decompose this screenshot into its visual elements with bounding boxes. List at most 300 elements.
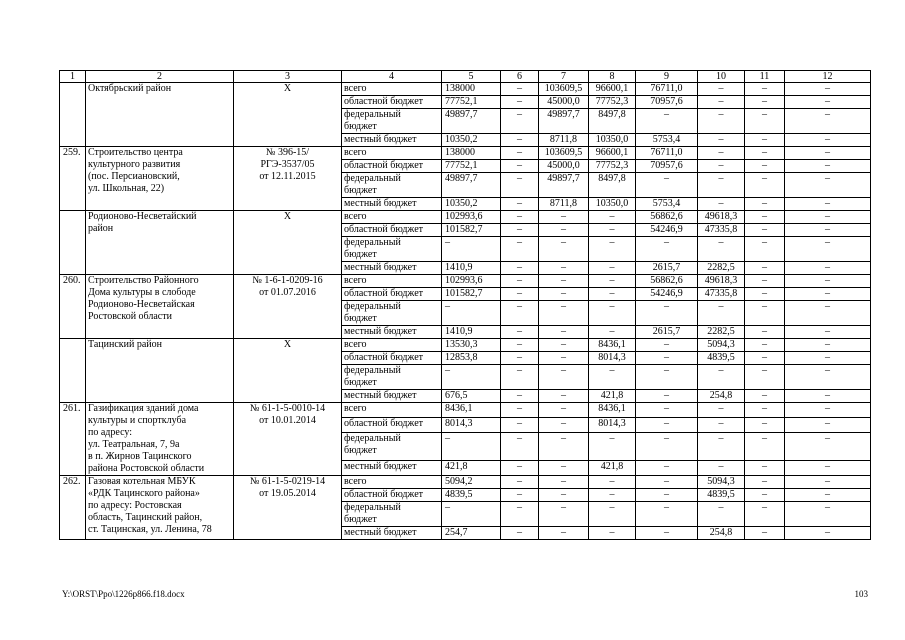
- amount-cell: –: [745, 173, 785, 198]
- amount-cell: –: [745, 365, 785, 390]
- amount-cell: –: [745, 390, 785, 403]
- project-document-line: от 12.11.2015: [259, 171, 316, 182]
- funding-source-line: федеральный: [344, 502, 401, 513]
- item-number: 262.: [60, 476, 86, 540]
- amount-cell: –: [501, 173, 539, 198]
- amount-cell: –: [539, 417, 589, 432]
- object-name-line: культурного развития: [88, 159, 181, 170]
- item-number: 260.: [60, 275, 86, 339]
- object-name-line: культуры и спортклуба: [88, 415, 187, 426]
- funding-source-line: бюджет: [344, 249, 377, 260]
- amount-cell: –: [745, 83, 785, 96]
- amount-cell: –: [589, 326, 636, 339]
- amount-cell: –: [745, 275, 785, 288]
- amount-cell: –: [636, 301, 698, 326]
- amount-cell: –: [745, 134, 785, 147]
- funding-source-line: всего: [344, 403, 367, 414]
- table-row: [60, 476, 871, 489]
- amount-cell: –: [698, 198, 745, 211]
- amount-cell: –: [785, 476, 871, 489]
- amount-cell: –: [698, 432, 745, 461]
- funding-source-line: бюджет: [344, 377, 377, 388]
- amount-cell: 8436,1: [589, 339, 636, 352]
- table-row: [60, 339, 871, 352]
- amount-cell: –: [745, 403, 785, 418]
- amount-cell: –: [589, 275, 636, 288]
- column-number: 10: [698, 71, 745, 83]
- amount-cell: 4839,5: [442, 489, 501, 502]
- object-name-line: (пос. Персиановский,: [88, 171, 180, 182]
- funding-source: [342, 160, 442, 173]
- object-name-line: Ростовской области: [88, 311, 172, 322]
- object-name-line: Тацинский район: [88, 339, 162, 350]
- item-number: 261.: [60, 403, 86, 476]
- amount-cell: –: [589, 262, 636, 275]
- amount-cell: 8014,3: [589, 417, 636, 432]
- funding-source: [342, 262, 442, 275]
- funding-source: [342, 96, 442, 109]
- amount-cell: –: [745, 237, 785, 262]
- amount-cell: –: [589, 301, 636, 326]
- amount-cell: –: [501, 489, 539, 502]
- funding-source-line: бюджет: [344, 514, 377, 525]
- amount-cell: 254,8: [698, 527, 745, 540]
- amount-cell: 77752,1: [442, 96, 501, 109]
- amount-cell: –: [501, 211, 539, 224]
- amount-cell: 102993,6: [442, 275, 501, 288]
- amount-cell: –: [785, 160, 871, 173]
- column-number: 5: [442, 71, 501, 83]
- funding-source: [342, 339, 442, 352]
- amount-cell: –: [785, 301, 871, 326]
- amount-cell: –: [501, 237, 539, 262]
- amount-cell: –: [539, 288, 589, 301]
- amount-cell: –: [539, 432, 589, 461]
- amount-cell: –: [501, 527, 539, 540]
- amount-cell: –: [785, 390, 871, 403]
- amount-cell: –: [785, 173, 871, 198]
- project-document: [234, 476, 342, 540]
- amount-cell: 5094,3: [698, 339, 745, 352]
- object-name: [86, 403, 234, 476]
- funding-source-line: бюджет: [344, 444, 377, 456]
- amount-cell: –: [698, 502, 745, 527]
- amount-cell: 102993,6: [442, 211, 501, 224]
- amount-cell: 54246,9: [636, 288, 698, 301]
- amount-cell: –: [636, 237, 698, 262]
- amount-cell: –: [745, 198, 785, 211]
- amount-cell: –: [785, 109, 871, 134]
- funding-source-line: местный бюджет: [344, 527, 417, 538]
- project-document: [234, 339, 342, 403]
- funding-source-line: областной бюджет: [344, 352, 424, 363]
- amount-cell: 103609,5: [539, 147, 589, 160]
- amount-cell: –: [501, 109, 539, 134]
- amount-cell: –: [539, 262, 589, 275]
- amount-cell: –: [442, 502, 501, 527]
- amount-cell: –: [745, 109, 785, 134]
- amount-cell: –: [785, 211, 871, 224]
- funding-source: [342, 198, 442, 211]
- funding-source-line: областной бюджет: [344, 489, 424, 500]
- amount-cell: 8014,3: [589, 352, 636, 365]
- amount-cell: 1410,9: [442, 262, 501, 275]
- amount-cell: –: [745, 527, 785, 540]
- amount-cell: –: [442, 301, 501, 326]
- amount-cell: –: [636, 109, 698, 134]
- funding-source: [342, 224, 442, 237]
- amount-cell: 8436,1: [589, 403, 636, 418]
- amount-cell: –: [698, 461, 745, 476]
- funding-source-line: всего: [344, 147, 367, 158]
- amount-cell: 49618,3: [698, 211, 745, 224]
- project-document-line: от 10.01.2014: [259, 415, 316, 426]
- amount-cell: –: [539, 352, 589, 365]
- amount-cell: 8497,8: [589, 173, 636, 198]
- amount-cell: –: [501, 301, 539, 326]
- funding-source: [342, 326, 442, 339]
- amount-cell: –: [539, 502, 589, 527]
- funding-source: [342, 275, 442, 288]
- amount-cell: –: [745, 417, 785, 432]
- column-number: 1: [60, 71, 86, 83]
- amount-cell: 47335,8: [698, 288, 745, 301]
- amount-cell: –: [501, 198, 539, 211]
- funding-source: [342, 288, 442, 301]
- funding-source-line: местный бюджет: [344, 461, 417, 473]
- amount-cell: 10350,0: [589, 198, 636, 211]
- amount-cell: –: [698, 160, 745, 173]
- amount-cell: 138000: [442, 83, 501, 96]
- amount-cell: –: [501, 96, 539, 109]
- item-number: [60, 83, 86, 147]
- amount-cell: –: [785, 461, 871, 476]
- project-document-line: Х: [283, 211, 292, 222]
- amount-cell: –: [785, 502, 871, 527]
- funding-source: [342, 417, 442, 432]
- amount-cell: –: [501, 83, 539, 96]
- table-row: [60, 83, 871, 96]
- amount-cell: 676,5: [442, 390, 501, 403]
- amount-cell: –: [589, 224, 636, 237]
- amount-cell: 8711,8: [539, 198, 589, 211]
- column-number: 11: [745, 71, 785, 83]
- funding-source-line: бюджет: [344, 121, 377, 132]
- funding-source-line: местный бюджет: [344, 134, 417, 145]
- amount-cell: –: [745, 326, 785, 339]
- funding-source: [342, 432, 442, 461]
- object-name-line: «РДК Тацинского района»: [88, 488, 200, 499]
- object-name: [86, 275, 234, 339]
- amount-cell: 4839,5: [698, 489, 745, 502]
- column-number: 3: [234, 71, 342, 83]
- funding-source-line: всего: [344, 211, 367, 222]
- amount-cell: –: [539, 237, 589, 262]
- amount-cell: –: [501, 160, 539, 173]
- amount-cell: –: [785, 134, 871, 147]
- amount-cell: –: [636, 352, 698, 365]
- amount-cell: 5753,4: [636, 134, 698, 147]
- amount-cell: –: [785, 403, 871, 418]
- project-document-line: № 61-1-5-0010-14: [249, 403, 326, 414]
- amount-cell: 96600,1: [589, 147, 636, 160]
- amount-cell: –: [442, 365, 501, 390]
- funding-source-line: федеральный: [344, 432, 401, 444]
- amount-cell: 2615,7: [636, 326, 698, 339]
- item-number: [60, 339, 86, 403]
- project-document: [234, 403, 342, 476]
- amount-cell: –: [745, 339, 785, 352]
- amount-cell: –: [698, 301, 745, 326]
- column-number: 7: [539, 71, 589, 83]
- amount-cell: –: [785, 96, 871, 109]
- amount-cell: –: [785, 489, 871, 502]
- amount-cell: 138000: [442, 147, 501, 160]
- funding-source: [342, 109, 442, 134]
- amount-cell: 12853,8: [442, 352, 501, 365]
- amount-cell: –: [636, 403, 698, 418]
- amount-cell: –: [785, 339, 871, 352]
- amount-cell: 2615,7: [636, 262, 698, 275]
- funding-source-line: бюджет: [344, 313, 377, 324]
- amount-cell: –: [785, 352, 871, 365]
- amount-cell: 10350,2: [442, 198, 501, 211]
- amount-cell: –: [785, 365, 871, 390]
- amount-cell: –: [785, 527, 871, 540]
- object-name-line: Газовая котельная МБУК: [88, 476, 196, 487]
- amount-cell: –: [539, 403, 589, 418]
- amount-cell: –: [745, 461, 785, 476]
- funding-source: [342, 301, 442, 326]
- amount-cell: 45000,0: [539, 160, 589, 173]
- object-name: [86, 147, 234, 211]
- amount-cell: –: [745, 476, 785, 489]
- amount-cell: –: [745, 160, 785, 173]
- amount-cell: –: [636, 173, 698, 198]
- amount-cell: 421,8: [442, 461, 501, 476]
- amount-cell: 49618,3: [698, 275, 745, 288]
- amount-cell: –: [785, 432, 871, 461]
- funding-source-line: областной бюджет: [344, 160, 424, 171]
- amount-cell: –: [539, 224, 589, 237]
- amount-cell: 101582,7: [442, 224, 501, 237]
- amount-cell: –: [745, 432, 785, 461]
- amount-cell: –: [539, 489, 589, 502]
- object-name-line: Октябрьский район: [88, 83, 172, 94]
- amount-cell: 5753,4: [636, 198, 698, 211]
- amount-cell: 49897,7: [442, 173, 501, 198]
- object-name-line: Газификация зданий дома: [88, 403, 199, 414]
- amount-cell: 96600,1: [589, 83, 636, 96]
- funding-source: [342, 461, 442, 476]
- object-name-line: по адресу:: [88, 427, 133, 438]
- funding-source-line: всего: [344, 275, 367, 286]
- amount-cell: –: [698, 134, 745, 147]
- amount-cell: –: [589, 211, 636, 224]
- column-number: 12: [785, 71, 871, 83]
- amount-cell: –: [589, 237, 636, 262]
- funding-source: [342, 83, 442, 96]
- funding-source-line: федеральный: [344, 301, 401, 312]
- funding-source-line: местный бюджет: [344, 390, 417, 401]
- funding-source: [342, 390, 442, 403]
- funding-source-line: федеральный: [344, 173, 401, 184]
- amount-cell: –: [785, 198, 871, 211]
- amount-cell: –: [636, 502, 698, 527]
- amount-cell: –: [745, 352, 785, 365]
- funding-source-line: всего: [344, 476, 367, 487]
- amount-cell: 77752,3: [589, 160, 636, 173]
- project-document: [234, 83, 342, 147]
- object-name-line: район: [88, 223, 114, 234]
- object-name-line: Строительство Районного: [88, 275, 199, 286]
- amount-cell: 13530,3: [442, 339, 501, 352]
- amount-cell: –: [589, 288, 636, 301]
- amount-cell: 254,8: [698, 390, 745, 403]
- amount-cell: 103609,5: [539, 83, 589, 96]
- funding-source-line: бюджет: [344, 185, 377, 196]
- amount-cell: –: [501, 461, 539, 476]
- amount-cell: 254,7: [442, 527, 501, 540]
- column-number: 8: [589, 71, 636, 83]
- amount-cell: –: [745, 96, 785, 109]
- column-number: 6: [501, 71, 539, 83]
- amount-cell: –: [539, 301, 589, 326]
- column-number: 9: [636, 71, 698, 83]
- amount-cell: –: [636, 390, 698, 403]
- project-document-line: Х: [283, 83, 292, 94]
- amount-cell: –: [539, 326, 589, 339]
- amount-cell: 4839,5: [698, 352, 745, 365]
- object-name-line: ул. Школьная, 22): [88, 183, 165, 194]
- funding-source-line: федеральный: [344, 237, 401, 248]
- project-document-line: № 396-15/: [265, 147, 310, 158]
- funding-source-line: местный бюджет: [344, 326, 417, 337]
- amount-cell: 10350,0: [589, 134, 636, 147]
- amount-cell: 421,8: [589, 461, 636, 476]
- amount-cell: –: [589, 502, 636, 527]
- amount-cell: –: [785, 83, 871, 96]
- amount-cell: –: [501, 476, 539, 489]
- budget-table: [59, 70, 871, 540]
- amount-cell: –: [745, 211, 785, 224]
- amount-cell: –: [442, 432, 501, 461]
- funding-source: [342, 365, 442, 390]
- funding-source-line: областной бюджет: [344, 417, 424, 429]
- funding-source-line: областной бюджет: [344, 224, 424, 235]
- funding-source-line: местный бюджет: [344, 262, 417, 273]
- amount-cell: 2282,5: [698, 262, 745, 275]
- amount-cell: –: [589, 476, 636, 489]
- amount-cell: –: [698, 173, 745, 198]
- amount-cell: –: [501, 288, 539, 301]
- amount-cell: –: [745, 147, 785, 160]
- funding-source-line: местный бюджет: [344, 198, 417, 209]
- amount-cell: 5094,3: [698, 476, 745, 489]
- amount-cell: –: [501, 502, 539, 527]
- column-number-row: [60, 71, 871, 83]
- amount-cell: –: [501, 134, 539, 147]
- funding-source: [342, 527, 442, 540]
- amount-cell: –: [589, 527, 636, 540]
- project-document: [234, 275, 342, 339]
- amount-cell: 101582,7: [442, 288, 501, 301]
- table-row: [60, 211, 871, 224]
- table-row: [60, 403, 871, 418]
- amount-cell: –: [636, 461, 698, 476]
- project-document-line: Х: [283, 339, 292, 350]
- amount-cell: –: [745, 262, 785, 275]
- amount-cell: –: [539, 211, 589, 224]
- funding-source: [342, 147, 442, 160]
- amount-cell: –: [501, 339, 539, 352]
- amount-cell: –: [501, 432, 539, 461]
- funding-source-line: федеральный: [344, 109, 401, 120]
- amount-cell: –: [785, 326, 871, 339]
- amount-cell: 5094,2: [442, 476, 501, 489]
- funding-source: [342, 134, 442, 147]
- funding-source: [342, 502, 442, 527]
- amount-cell: 76711,0: [636, 147, 698, 160]
- funding-source: [342, 476, 442, 489]
- amount-cell: 49897,7: [539, 109, 589, 134]
- object-name-line: Родионово-Несветайский: [88, 211, 197, 222]
- object-name-line: района Ростовской области: [88, 463, 205, 474]
- funding-source-line: областной бюджет: [344, 96, 424, 107]
- column-number: 2: [86, 71, 234, 83]
- amount-cell: –: [501, 417, 539, 432]
- amount-cell: –: [539, 476, 589, 489]
- amount-cell: 8711,8: [539, 134, 589, 147]
- amount-cell: 77752,1: [442, 160, 501, 173]
- amount-cell: 421,8: [589, 390, 636, 403]
- amount-cell: –: [745, 502, 785, 527]
- object-name: [86, 83, 234, 147]
- amount-cell: –: [636, 432, 698, 461]
- object-name-line: область, Тацинский район,: [88, 512, 203, 523]
- item-number: [60, 211, 86, 275]
- project-document-line: № 1-6-1-0209-16: [252, 275, 323, 286]
- amount-cell: –: [501, 275, 539, 288]
- amount-cell: 54246,9: [636, 224, 698, 237]
- amount-cell: –: [785, 275, 871, 288]
- object-name: [86, 339, 234, 403]
- amount-cell: –: [636, 339, 698, 352]
- amount-cell: –: [785, 237, 871, 262]
- amount-cell: 1410,9: [442, 326, 501, 339]
- amount-cell: –: [636, 489, 698, 502]
- amount-cell: –: [698, 403, 745, 418]
- amount-cell: 8436,1: [442, 403, 501, 418]
- amount-cell: –: [501, 262, 539, 275]
- amount-cell: –: [501, 326, 539, 339]
- amount-cell: –: [539, 339, 589, 352]
- amount-cell: –: [501, 147, 539, 160]
- funding-source-line: всего: [344, 339, 367, 350]
- funding-source: [342, 173, 442, 198]
- amount-cell: –: [539, 275, 589, 288]
- project-document-line: от 19.05.2014: [259, 488, 316, 499]
- amount-cell: 77752,3: [589, 96, 636, 109]
- object-name: [86, 211, 234, 275]
- project-document-line: № 61-1-5-0219-14: [249, 476, 326, 487]
- amount-cell: –: [539, 527, 589, 540]
- amount-cell: 2282,5: [698, 326, 745, 339]
- amount-cell: 10350,2: [442, 134, 501, 147]
- amount-cell: –: [501, 403, 539, 418]
- amount-cell: –: [539, 365, 589, 390]
- page-number: 103: [854, 589, 868, 599]
